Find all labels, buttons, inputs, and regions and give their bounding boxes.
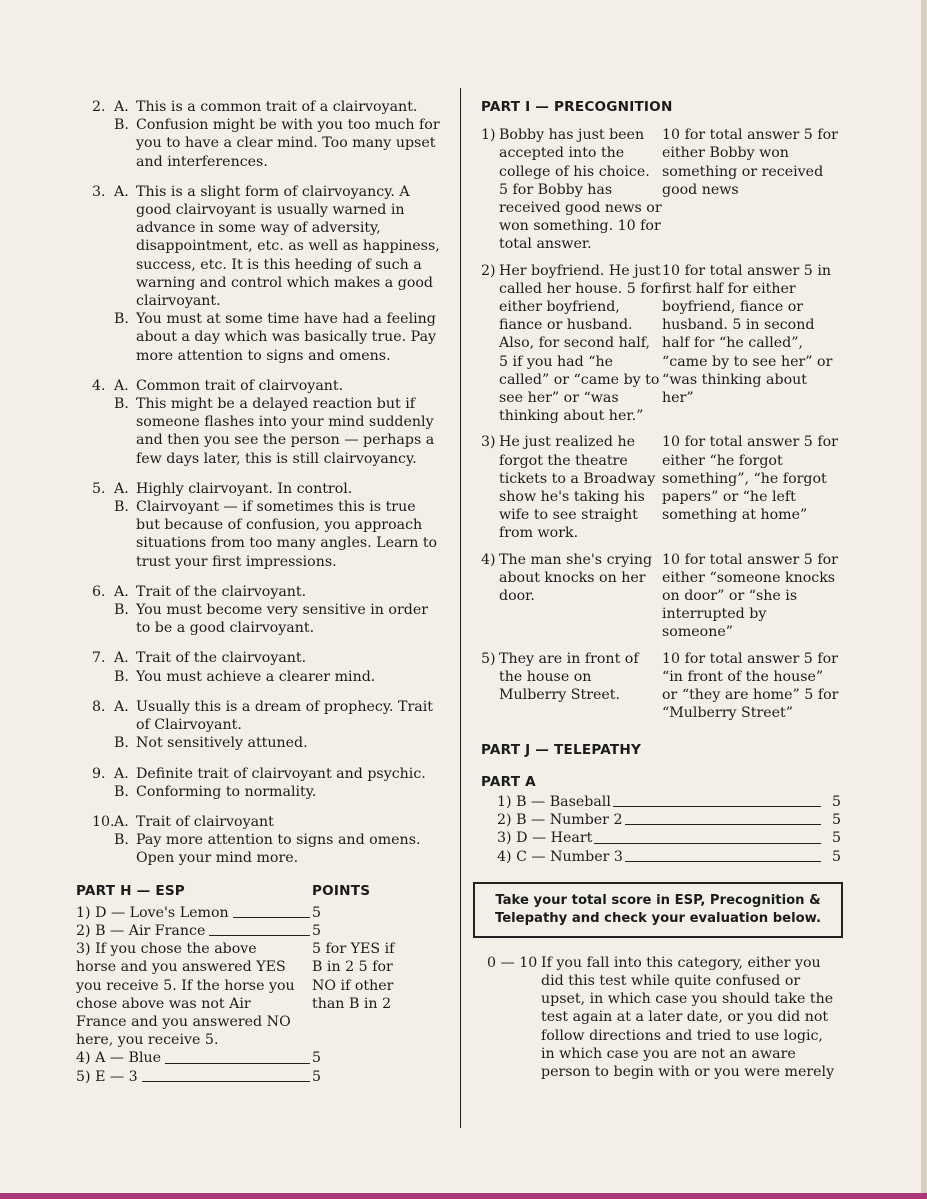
- telepathy-answer: 4) C — Number 3: [497, 848, 623, 865]
- telepathy-answer: 1) B — Baseball: [497, 793, 611, 810]
- part-letter: A.: [114, 480, 129, 497]
- scoring-text: 10 for total answer 5 for either “he forgot something”, “he forgot papers” or “he left something at home”: [662, 434, 838, 524]
- scoring-text: 10 for total answer 5 for “in front of the house” or “they are home” 5 for “Mulberry Street”: [662, 650, 839, 722]
- page-bottom-edge: [0, 1193, 927, 1199]
- part-text: Trait of the clairvoyant.: [136, 583, 307, 600]
- page-edge: [921, 0, 927, 1199]
- esp-answer-row: [76, 1068, 444, 1086]
- leader-line: [165, 1049, 310, 1063]
- esp-answer-row: [76, 1049, 444, 1067]
- part-letter: B.: [114, 783, 129, 800]
- leader-line: [233, 904, 310, 918]
- answer-item: [92, 98, 444, 171]
- answer-item: [92, 765, 444, 801]
- leader-line: [594, 829, 821, 843]
- esp-answer: 3) If you chose the above horse and you answered YES you receive 5. If the horse you chose above was not Air France and you answered NO here, you receive 5.: [76, 941, 295, 1049]
- precognition-row: [481, 551, 841, 642]
- telepathy-points: 5: [831, 830, 841, 847]
- part-text: Highly clairvoyant. In control.: [136, 480, 353, 497]
- precognition-heading: PART I — PRECOGNITION: [481, 99, 673, 115]
- column-divider: [460, 88, 461, 1128]
- precognition-row: [481, 650, 841, 723]
- scoring-text: 10 for total answer 5 for either Bobby won something or received good news: [662, 127, 838, 198]
- part-text: Conforming to normality.: [136, 783, 317, 800]
- item-number: 3.: [92, 183, 106, 200]
- part-text: You must at some time have had a feeling about a day which was basically true. Pay more attention to signs and omens.: [136, 311, 437, 364]
- esp-heading: PART H — ESP: [76, 882, 185, 899]
- part-letter: B.: [114, 602, 129, 619]
- evaluation-row: [487, 954, 841, 1081]
- answer-item: [92, 183, 444, 365]
- part-letter: A.: [114, 765, 129, 782]
- esp-answer-row: [76, 940, 444, 1049]
- scoring-text: 10 for total answer 5 in first half for either boyfriend, fiance or husband. 5 in second half for “he called”, “came by to see her” or “was thinking about her”: [662, 262, 833, 407]
- telepathy-heading: PART J — TELEPATHY: [481, 741, 641, 758]
- instruction-box: Take your total score in ESP, Precognition & Telepathy and check your evaluation below.: [473, 882, 843, 938]
- evaluation-text: If you fall into this category, either you did this test while quite confused or upset, in which case you should take the test again at a later date, or you did not follow directions and tried to use logic, in which case you are not an aware person to begin with or you were merely: [541, 954, 835, 1080]
- question-number: 3): [481, 434, 496, 451]
- part-text: Trait of the clairvoyant.: [136, 650, 307, 667]
- part-text: This is a slight form of clairvoyancy. A good clairvoyant is usually warned in advance in some way of adversity, disappointment, etc. as well as happiness, success, etc. It is this heeding of such a warning and control which makes a good clairvoyant.: [136, 183, 440, 310]
- item-number: 8.: [92, 698, 106, 715]
- esp-answer-row: [76, 904, 444, 922]
- question-number: 5): [481, 650, 496, 667]
- esp-points: 5: [312, 1068, 322, 1085]
- telepathy-points: 5: [831, 812, 841, 829]
- telepathy-points: 5: [831, 793, 841, 810]
- part-letter: A.: [114, 650, 129, 667]
- telepathy-row: [497, 793, 841, 811]
- part-letter: B.: [114, 311, 129, 328]
- item-number: 5.: [92, 480, 106, 497]
- part-text: Confusion might be with you too much for you to have a clear mind. Too many upset and interferences.: [136, 117, 440, 170]
- precognition-row: [481, 262, 841, 426]
- part-letter: B.: [114, 735, 129, 752]
- part-text: Pay more attention to signs and omens. Open your mind more.: [136, 832, 421, 867]
- item-number: 6.: [92, 583, 106, 600]
- item-number: 7.: [92, 650, 106, 667]
- answer-item: [92, 583, 444, 638]
- answer-item: [92, 813, 444, 868]
- esp-points: 5 for YES if B in 2 5 for NO if other than B in 2: [312, 941, 395, 1012]
- answer-item: [92, 698, 444, 753]
- leader-line: [625, 848, 821, 862]
- part-letter: A.: [114, 183, 129, 200]
- telepathy-answer: 2) B — Number 2: [497, 812, 623, 829]
- answer-text: Bobby has just been accepted into the college of his choice. 5 for Bobby has received good news or won something. 10 for total answer.: [499, 127, 662, 253]
- esp-points: 5: [312, 904, 322, 921]
- item-number: 4.: [92, 377, 106, 394]
- leader-line: [613, 793, 821, 807]
- precognition-row: [481, 126, 841, 253]
- part-letter: B.: [114, 668, 129, 685]
- part-letter: A.: [114, 377, 129, 394]
- part-a-heading: PART A: [481, 773, 536, 790]
- part-letter: A.: [114, 583, 129, 600]
- question-number: 2): [481, 262, 496, 279]
- score-range: 0 — 10: [487, 954, 538, 971]
- leader-line: [625, 811, 821, 825]
- scoring-text: 10 for total answer 5 for either “someone knocks on door” or “she is interrupted by someone”: [662, 551, 838, 641]
- left-column: [76, 98, 444, 1086]
- esp-points: 5: [312, 1050, 322, 1067]
- part-text: Common trait of clairvoyant.: [136, 377, 344, 394]
- item-number: 10.: [92, 813, 115, 830]
- question-number: 4): [481, 551, 496, 568]
- answer-text: They are in front of the house on Mulberry Street.: [499, 650, 639, 704]
- part-text: This might be a delayed reaction but if someone flashes into your mind suddenly and then you see the person — perhaps a few days later, this is still clairvoyancy.: [136, 396, 435, 467]
- part-text: Not sensitively attuned.: [136, 735, 308, 752]
- esp-answer-row: [76, 922, 444, 940]
- item-number: 9.: [92, 765, 106, 782]
- esp-answer: 4) A — Blue: [76, 1050, 162, 1067]
- part-text: This is a common trait of a clairvoyant.: [136, 99, 418, 115]
- telepathy-row: [497, 811, 841, 829]
- telepathy-row: [497, 829, 841, 847]
- part-text: Trait of clairvoyant: [136, 813, 274, 830]
- answer-item: [92, 480, 444, 571]
- part-text: You must become very sensitive in order to be a good clairvoyant.: [136, 602, 429, 637]
- points-heading: POINTS: [312, 882, 371, 899]
- part-letter: B.: [114, 117, 129, 134]
- answer-item: [92, 377, 444, 468]
- item-number: 2.: [92, 99, 106, 115]
- part-letter: B.: [114, 832, 129, 849]
- esp-answer: 1) D — Love's Lemon: [76, 904, 229, 921]
- part-letter: A.: [114, 698, 129, 715]
- answer-text: The man she's crying about knocks on her door.: [499, 551, 653, 605]
- question-number: 1): [481, 127, 496, 144]
- part-text: You must achieve a clearer mind.: [136, 668, 376, 685]
- leader-line: [142, 1068, 310, 1082]
- leader-line: [209, 922, 310, 936]
- answer-item: [92, 649, 444, 685]
- answer-text: Her boyfriend. He just called her house. 5 for either boyfriend, fiance or husband. Also, for second half, 5 if you had “he called” or “came by to see her” or “was thinking about her.”: [499, 262, 661, 425]
- telepathy-points: 5: [831, 848, 841, 865]
- part-letter: A.: [114, 813, 129, 830]
- part-letter: B.: [114, 499, 129, 516]
- part-text: Usually this is a dream of prophecy. Trait of Clairvoyant.: [136, 698, 433, 734]
- precognition-row: [481, 433, 841, 542]
- part-letter: B.: [114, 396, 129, 413]
- part-text: Clairvoyant — if sometimes this is true but because of confusion, you approach situations from too many angles. Learn to trust your first impressions.: [136, 499, 438, 570]
- right-column: [481, 98, 841, 1081]
- esp-points: 5: [312, 922, 322, 939]
- part-text: Definite trait of clairvoyant and psychic.: [136, 765, 426, 782]
- esp-answer: 2) B — Air France: [76, 922, 206, 939]
- telepathy-answer: 3) D — Heart: [497, 830, 593, 847]
- part-letter: A.: [114, 99, 129, 115]
- telepathy-row: [497, 848, 841, 866]
- esp-answer: 5) E — 3: [76, 1068, 138, 1085]
- answer-text: He just realized he forgot the theatre tickets to a Broadway show he's taking his wife to see straight from work.: [499, 434, 656, 542]
